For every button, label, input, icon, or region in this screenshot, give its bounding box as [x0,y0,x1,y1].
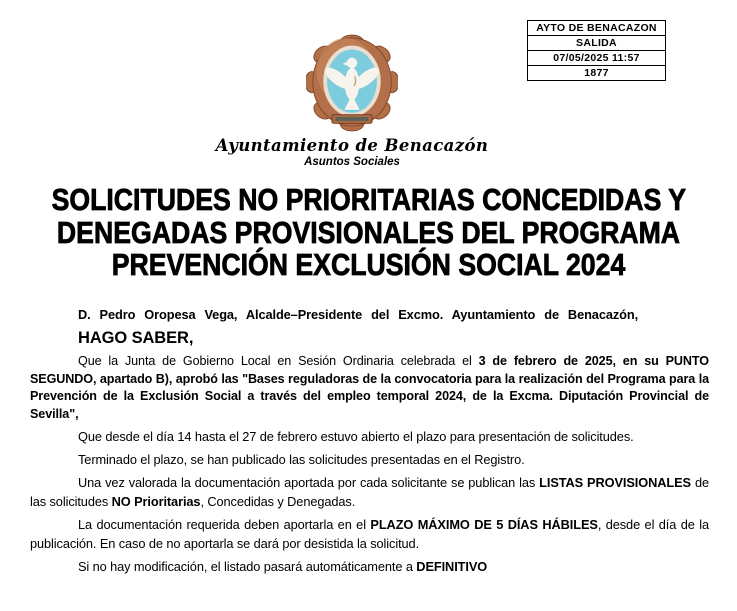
p7-plazo-maximo: PLAZO MÁXIMO DE 5 DÍAS HÁBILES [370,517,598,532]
document-title [52,184,686,282]
p8-definitivo: DEFINITIVO [416,559,488,574]
title-line-1: SOLICITUDES NO PRIORITARIAS CONCEDIDAS Y [51,182,687,217]
p8-pre: Si no hay modificación, el listado pasará automáticamente a [78,559,417,574]
paragraph-definitivo [30,557,709,576]
paragraph-documentacion [30,515,709,553]
document-body [30,305,709,580]
p6-no-prioritarias: NO Prioritarias [111,494,201,509]
stamp-org: AYTO DE BENACAZON [528,21,665,36]
p6-pre: Una vez valorada la documentación aportada por cada solicitante se publican las [78,475,540,490]
paragraph-junta-gobierno [30,353,709,423]
p3-bold: 3 de febrero de 2025, en su PUNTO SEGUNDO, apartado B), aprobó las "Bases reguladoras de la convocatoria para la realización del Programa para la Prevención de la Exclusión Social a través del empleo temporal 2024, de la Excma. Diputación Provincial de Sevilla", [30,354,709,421]
stamp-number: 1877 [584,67,609,79]
seal-banner [332,115,372,124]
stamp-type: SALIDA [528,36,665,51]
stamp-datetime: 07/05/2025 11:57 [528,51,665,66]
p6-listas-provisionales: LISTAS PROVISIONALES [539,475,691,490]
p6-mid: de las solicitudes [30,475,709,509]
department-name: Asuntos Sociales [304,156,400,168]
p7-post: , desde el día de la publicación. En caso de no aportarla se dará por desistida la solicitud. [30,517,709,551]
organization-name: Ayuntamiento de Benacazón [215,136,489,155]
paragraph-listas [30,473,709,511]
header-brand [142,34,562,169]
paragraph-mayor: D. Pedro Oropesa Vega, Alcalde–Presidente del Excmo. Ayuntamiento de Benacazón, [78,307,639,322]
p7-pre: La documentación requerida deben aportarla en el [78,517,371,532]
title-line-2: DENEGADAS PROVISIONALES DEL PROGRAMA [56,214,681,250]
paragraph-registro: Terminado el plazo, se han publicado las solicitudes presentadas en el Registro. [78,452,525,467]
p6-post: , Concedidas y Denegadas. [200,494,356,509]
municipal-seal-icon [306,34,398,134]
p3-regular: Que la Junta de Gobierno Local en Sesión Ordinaria celebrada el [78,354,479,368]
paragraph-hago-saber: HAGO SABER, [78,329,194,347]
paragraph-plazo: Que desde el día 14 hasta el 27 de febrero estuvo abierto el plazo para presentación de solicitudes. [78,429,634,444]
title-line-3: PREVENCIÓN EXCLUSIÓN SOCIAL 2024 [111,247,626,282]
